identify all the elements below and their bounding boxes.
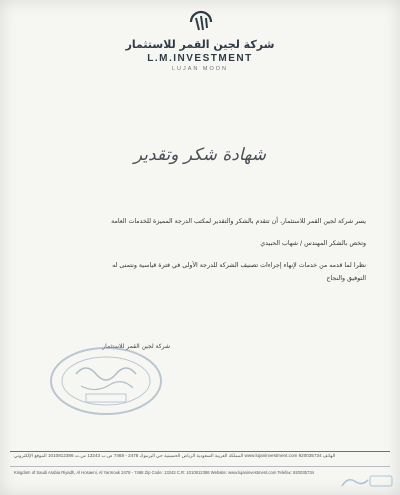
certificate-line-2: وتخص بالشكر المهندس / شهاب الحبيدي	[260, 240, 366, 247]
footer-divider-secondary	[10, 466, 390, 467]
certificate-line-4: التوفيق والنجاح	[326, 275, 366, 282]
signature-company-name: شركة لجين القمر للاستثمار	[102, 343, 170, 350]
certificate-title: شهادة شكر وتقدير	[133, 145, 267, 165]
certificate-line-3: نظرا لما قدمه من خدمات لإنهاء إجراءات تصنيف الشركة للدرجة الأولى في فترة قياسية ونتمنى له	[112, 262, 366, 269]
company-name-english: L.M.INVESTMENT	[147, 53, 253, 64]
company-name-arabic: شركة لجين القمر للاستثمار	[125, 38, 275, 51]
footer-english-address: Kingdom of Saudi Arabia Riyadh, Al Hosaeni, Al Yarmouk 2478 - 7468 Zip Code: 13243 C.R: 1010812386 Website: www.lujaninvestment.com Telefax: 920035734	[14, 470, 314, 475]
certificate-line-1: يسر شركة لجين القمر للاستثمار، أن تتقدم بالشكر والتقدير لمكتب الدرجة المميزة للخدمات العامة	[111, 218, 366, 225]
company-subtitle: LUJAN MOON	[171, 66, 229, 72]
watermark-logo-icon	[338, 470, 396, 492]
footer-divider	[10, 451, 390, 452]
footer-arabic-address: المملكة العربية السعودية الرياض الحسينية حي اليرموك 2478 - 7468 ص.ب 13243 س.ت 1010812386 الموقع الإلكتروني www.lujaninvestment.com الهاتف 920035734	[14, 453, 336, 458]
company-logo-icon	[186, 10, 216, 34]
company-stamp-icon	[46, 344, 166, 418]
